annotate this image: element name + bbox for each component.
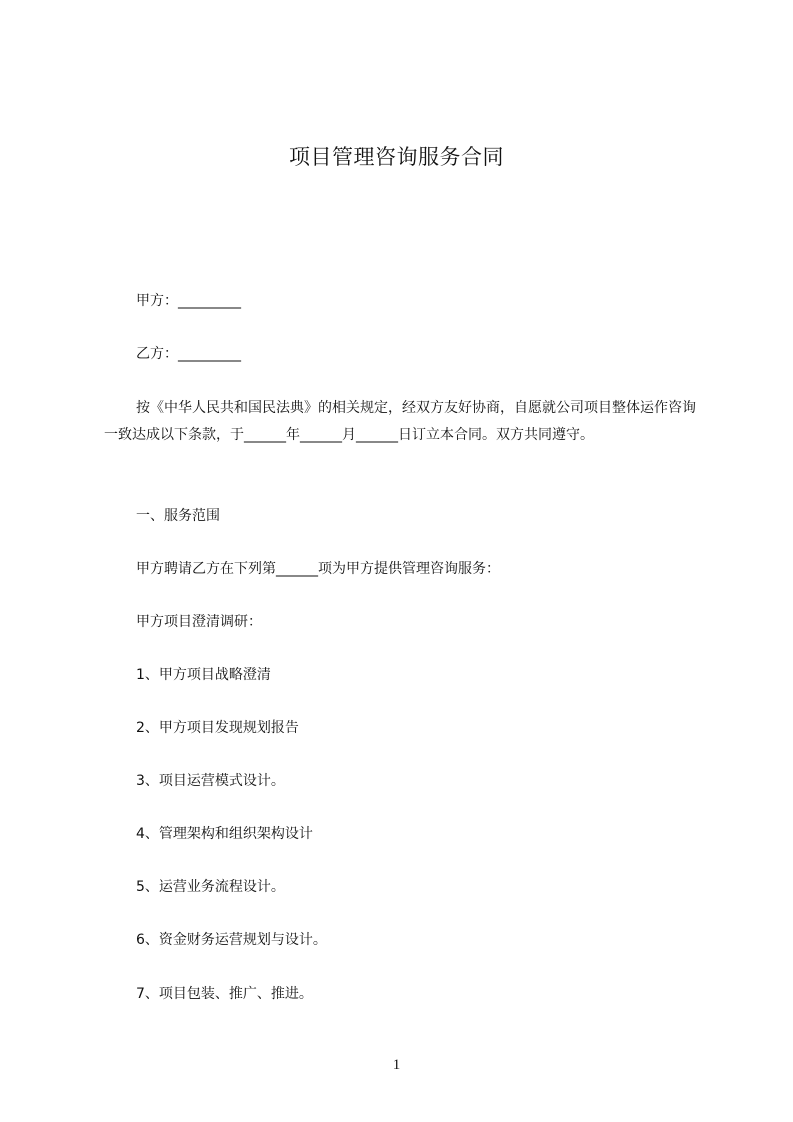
research-heading: 甲方项目澄清调研： — [136, 614, 262, 630]
list-item: 2、甲方项目发现规划报告 — [136, 720, 299, 736]
section-1-heading: 一、服务范围 — [136, 508, 220, 524]
party-b-line: 乙方：_________ — [136, 346, 241, 362]
party-a-line: 甲方：_________ — [136, 293, 241, 309]
preamble-paragraph — [104, 395, 696, 449]
list-item: 1、甲方项目战略澄清 — [136, 667, 271, 683]
list-item: 4、管理架构和组织架构设计 — [136, 826, 313, 842]
page-number: 1 — [392, 1057, 401, 1073]
preamble-text: 按《中华人民共和国民法典》的相关规定，经双方友好协商，自愿就公司项目整体运作咨询一致达成以下条款，于______年______月______日订立本合同。双方共同遵守。 — [104, 400, 696, 443]
document-title: 项目管理咨询服务合同 — [289, 145, 504, 169]
list-item: 6、资金财务运营规划与设计。 — [136, 932, 327, 948]
list-item: 7、项目包装、推广、推进。 — [136, 986, 313, 1002]
section-1-intro: 甲方聘请乙方在下列第______项为甲方提供管理咨询服务： — [136, 561, 500, 577]
list-item: 5、运营业务流程设计。 — [136, 879, 285, 895]
list-item: 3、项目运营模式设计。 — [136, 773, 285, 789]
